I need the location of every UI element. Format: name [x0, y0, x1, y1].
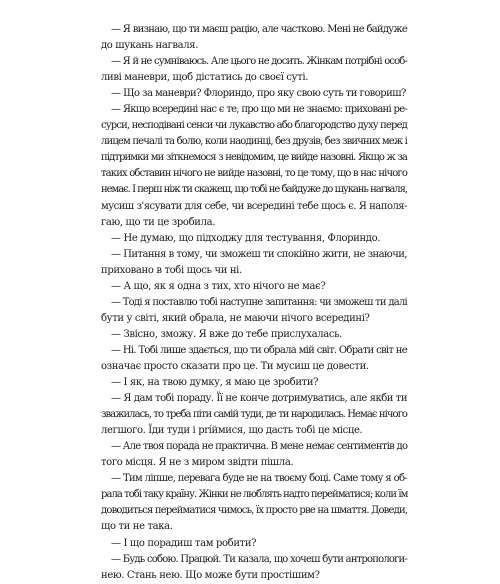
- text-line: лицем печалі та болю, коли наодинці, без друзів, без звичних меж і: [101, 136, 407, 148]
- text-line: — Звісно, зможу. Я вже до тебе прислухалась.: [111, 328, 342, 340]
- text-line: — І що порадиш там робити?: [111, 537, 257, 549]
- text-line: — Я визнаю, що ти маєш рацію, але частково. Мені не байдуже: [111, 24, 407, 35]
- text-line: — Я дам тобі пораду. Її не конче дотримуватись, але якби ти: [111, 393, 407, 405]
- text-line: підтримки ми зіткнемося з невідомим, це вийде назовні. Якщо ж за: [101, 152, 407, 164]
- text-line: рала тобі таку країну. Жінки не люблять надто перейматися; коли їм: [101, 489, 408, 501]
- text-line: — Тоді я поставлю тобі наступне запитання: чи зможеш ти далі: [111, 296, 407, 308]
- text-line: — Не думаю, що підходжу для тестування, Флориндо.: [111, 232, 381, 244]
- text-line: — А що, як я одна з тих, хто нічого не має?: [111, 280, 326, 292]
- text-line: ливі маневри, щоб дістатись до своєї суті.: [101, 72, 309, 84]
- text-line: доводиться перейматися чимось, їх просто рве на шмаття. Доведи,: [101, 505, 408, 517]
- text-line: гаю, що ти це зробила.: [101, 216, 216, 228]
- text-line: — Тим ліпше, перевага буде не на твоєму боці. Саме тому я об-: [111, 473, 407, 485]
- text-line: означає просто сказати про це. Ти мусиш це довести.: [101, 360, 369, 372]
- text-line: що ти не така.: [101, 521, 173, 533]
- text-line: — Ні. Тобі лише здається, що ти обрала мій світ. Обрати світ не: [111, 344, 407, 356]
- text-line: — Будь собою. Працюй. Ти казала, що хочеш бути антропологи-: [111, 553, 407, 565]
- text-line: до шукань нагваля.: [101, 40, 199, 52]
- text-line: сурси, несподівані сенси чи лукавство або благородство духу перед: [101, 120, 407, 132]
- text-line: — Але твоя порада не практична. В мене немає сентиментів до: [111, 441, 408, 453]
- text-line: нею. Стань нею. Що може бути простішим?: [101, 569, 320, 581]
- text-line: — Питання в тому, чи зможеш ти спокійно жити, не знаючи,: [111, 248, 407, 260]
- text-line: того місця. Я не з миром звідти пішла.: [101, 457, 294, 469]
- text-line: — Якщо всередині нас є те, про що ми не знаємо: приховані ре-: [111, 104, 407, 116]
- text-line: — Я й не сумніваюсь. Але цього не досить. Жінкам потрібні особ-: [111, 56, 407, 68]
- text-line: легшого. Їди туди і príймися, що дасть тобі це місце.: [101, 425, 363, 437]
- text-line: приховано в тобі щось чи ні.: [101, 264, 242, 276]
- text-line: — Що за маневри? Флориндо, про яку свою суть ти говориш?: [111, 88, 406, 100]
- text-line: бути у світі, який обрала, не маючи нічого всередині?: [101, 312, 370, 324]
- text-line: таких обставин нічого не вийде назовні, то це тому, що в нас нічого: [101, 168, 407, 180]
- text-line: немає. І перш ніж ти скажеш, що тобі не байдуже до шукань нагваля,: [101, 184, 407, 196]
- text-column: [101, 22, 407, 584]
- text-line: зважилась, то треба піти самій туди, де ти народилась. Немає нічого: [101, 409, 407, 421]
- text-line: — І як, на твою думку, я маю це зробити?: [111, 377, 319, 389]
- text-line: мусиш з'ясувати для себе, чи всередині тебе щось є. Я наполя-: [101, 200, 407, 212]
